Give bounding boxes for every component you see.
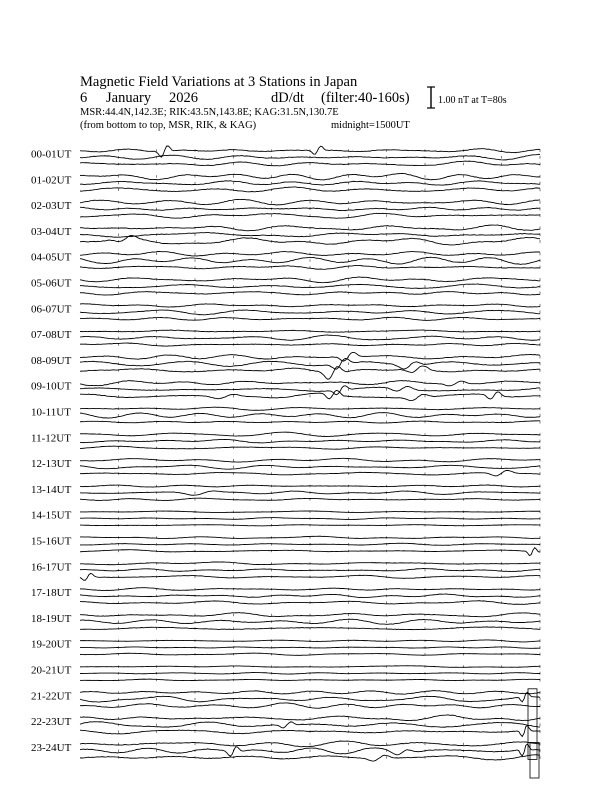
hour-label-10: 10-11UT bbox=[31, 406, 71, 419]
hour-label-6: 06-07UT bbox=[31, 303, 72, 316]
scale-bar bbox=[427, 87, 435, 108]
station-order-note: (from bottom to top, MSR, RIK, & KAG) bbox=[80, 120, 257, 131]
overflow-box-0 bbox=[528, 689, 537, 760]
hour-label-20: 20-21UT bbox=[31, 664, 72, 677]
trace-rik-7 bbox=[80, 335, 540, 340]
hour-label-14: 14-15UT bbox=[31, 509, 72, 522]
trace-msr-22 bbox=[80, 726, 540, 737]
trace-kag-3 bbox=[80, 225, 540, 231]
hour-label-2: 02-03UT bbox=[31, 200, 72, 213]
hour-label-16: 16-17UT bbox=[31, 561, 72, 574]
chart-day: 6 bbox=[80, 90, 88, 106]
hour-label-7: 07-08UT bbox=[31, 329, 72, 342]
hour-labels bbox=[31, 149, 72, 754]
midnight-note: midnight=1500UT bbox=[331, 120, 410, 131]
hour-label-21: 21-22UT bbox=[31, 690, 72, 703]
trace-rik-0 bbox=[80, 154, 540, 160]
hour-label-12: 12-13UT bbox=[31, 458, 72, 471]
hour-label-11: 11-12UT bbox=[31, 432, 71, 445]
hour-label-0: 00-01UT bbox=[31, 148, 72, 161]
hour-label-4: 04-05UT bbox=[31, 251, 72, 264]
hour-label-1: 01-02UT bbox=[31, 174, 72, 187]
hour-label-3: 03-04UT bbox=[31, 225, 72, 238]
chart-month: January bbox=[106, 90, 152, 106]
hour-label-17: 17-18UT bbox=[31, 587, 72, 600]
chart-title: Magnetic Field Variations at 3 Stations in Japan bbox=[80, 74, 358, 90]
hour-label-9: 09-10UT bbox=[31, 380, 72, 393]
chart-year: 2026 bbox=[169, 90, 198, 106]
chart-filter: (filter:40-160s) bbox=[321, 90, 410, 106]
hour-label-22: 22-23UT bbox=[31, 716, 72, 729]
station-traces bbox=[80, 146, 540, 761]
hour-label-8: 08-09UT bbox=[31, 354, 72, 367]
overflow-box-1 bbox=[530, 742, 539, 778]
hour-label-18: 18-19UT bbox=[31, 612, 72, 625]
trace-msr-16 bbox=[80, 573, 540, 580]
overflow-boxes bbox=[528, 689, 539, 778]
trace-msr-17 bbox=[80, 601, 540, 605]
trace-kag-8 bbox=[80, 352, 540, 361]
trace-kag-12 bbox=[80, 458, 540, 462]
hour-label-23: 23-24UT bbox=[31, 741, 72, 754]
hour-label-19: 19-20UT bbox=[31, 638, 72, 651]
hour-label-13: 13-14UT bbox=[31, 483, 72, 496]
hour-label-15: 15-16UT bbox=[31, 535, 72, 548]
hour-label-5: 05-06UT bbox=[31, 277, 72, 290]
trace-msr-8 bbox=[80, 366, 540, 379]
station-coordinates: MSR:44.4N,142.3E; RIK:43.5N,143.8E; KAG:31.5N,130.7E bbox=[80, 107, 339, 118]
chart-quantity: dD/dt bbox=[271, 90, 305, 106]
scale-bar-label: 1.00 nT at T=80s bbox=[438, 95, 507, 106]
